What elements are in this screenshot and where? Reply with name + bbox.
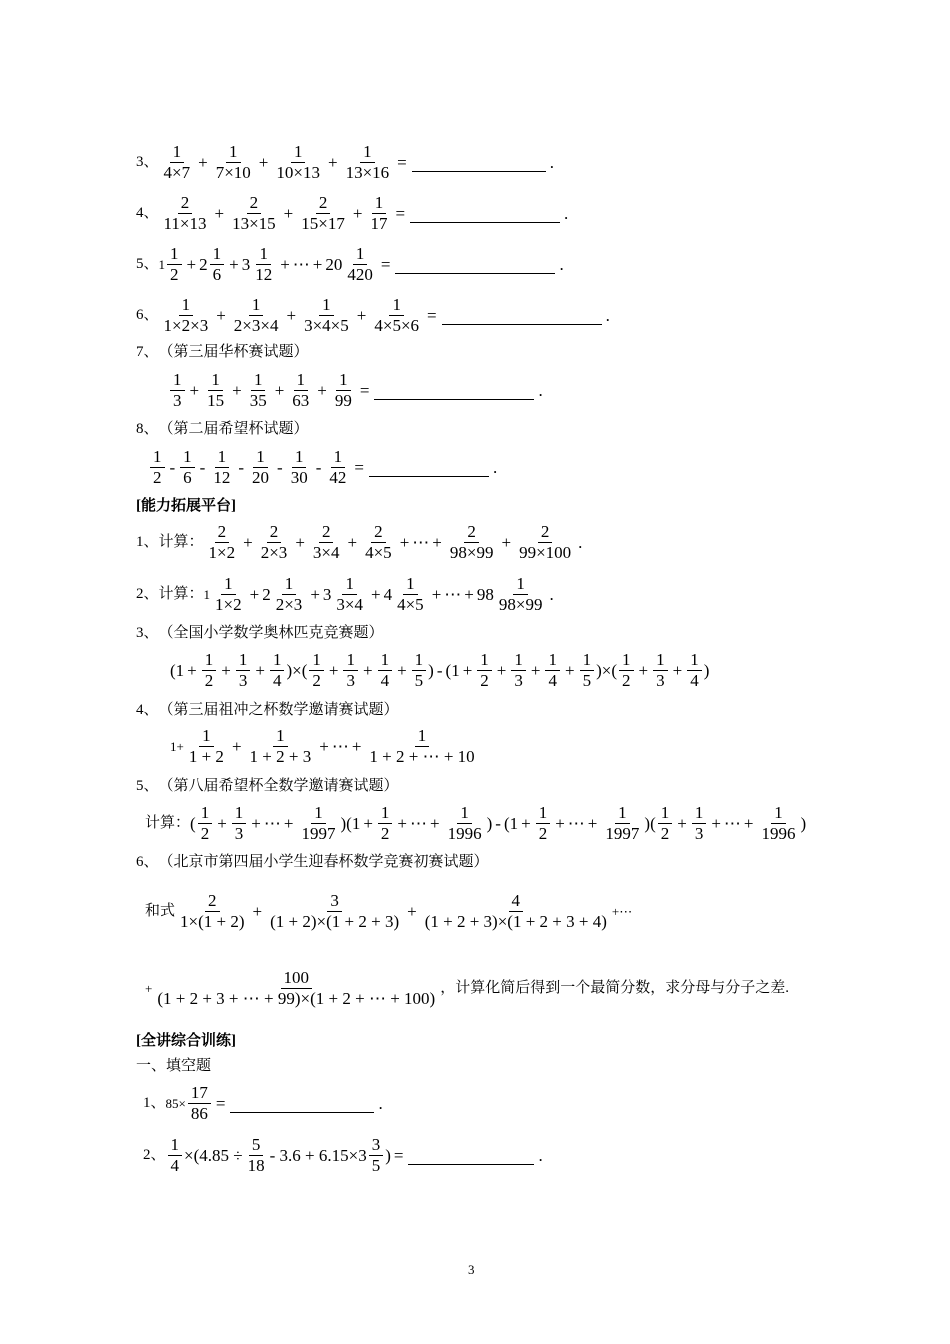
fraction: $\frac{1}{35}$ [249, 370, 267, 410]
subsection-title: 一、填空题 [136, 1058, 212, 1074]
fraction: $\frac{1}{63}$ [292, 370, 310, 410]
fraction: $\frac{1}{3}$ [232, 803, 247, 844]
problem-number: 1、 [143, 1095, 166, 1111]
fraction: $\frac{1}{4}$ [545, 650, 560, 691]
fraction: $\frac{1}{4}$ [378, 650, 393, 691]
problem-7: 1 3 + $\frac{1}{15}$ + $\frac{1}{35}$ + $\frac{1}{63}$ + $\frac{1}{99}$ = . [168, 370, 543, 411]
fraction: $\frac{1}{17}$ [370, 193, 388, 233]
training-2: 2、 $\frac{1}{4}$ ×(4.85 ÷ $\frac{5}{18}$ - 3.6 + 6.15×3 3 5 ) = . [143, 1135, 543, 1175]
answer-blank[interactable] [410, 221, 560, 223]
problem-label: 计算： [145, 815, 191, 831]
ability-5-heading [136, 779, 399, 794]
fraction: $\frac{1}{7\times 10}$ [215, 142, 251, 182]
problem-number: 6、 [136, 854, 159, 870]
problem-number: 1、 [136, 534, 159, 550]
fraction: $\frac{1}{3}$ [343, 650, 358, 691]
fraction: $\frac{1}{3}$ [511, 650, 526, 691]
fraction: $\frac{1}{3\times 4\times 5}$ [304, 295, 349, 335]
fraction: $\frac{1}{3}$ [236, 650, 251, 691]
fraction: $\frac{2}{13\times 15}$ [232, 193, 276, 233]
fraction: $\frac{1}{5}$ [412, 650, 427, 691]
mixed-number: 2 1 2×3 [262, 574, 303, 614]
problem-number: 8、 [136, 421, 159, 437]
fraction: $\frac{1}{1996}$ [761, 803, 796, 843]
fraction: $\frac{17}{86}$ [188, 1083, 211, 1124]
mixed-number: 1 1 2 [159, 244, 184, 285]
fraction: $\frac{1}{4}$ [168, 1135, 183, 1176]
question-text: ，计算化简后得到一个最简分数，求分母与分子之差. [440, 980, 789, 996]
problem-source: （第八届希望杯全数学邀请赛试题） [158, 778, 399, 794]
fraction: $\frac{2}{15\times 17}$ [301, 193, 345, 233]
problem-number: 5、 [136, 778, 159, 794]
problem-number: 3、 [136, 154, 159, 170]
fraction: 3 5 [369, 1135, 384, 1176]
fraction: 1 4×7 [163, 142, 191, 182]
problem-5: 5、 1 1 2 + 2 1 6 + 3 1 12 + ⋯ + 20 1 420 = . [136, 244, 564, 284]
problem-number: 6、 [136, 307, 159, 323]
mixed-number: 2 1 6 [199, 244, 226, 285]
fraction: $\frac{2}{98\times 99}$ [449, 522, 494, 562]
problem-4: 4、 2 11×13 + $\frac{2}{13\times 15}$ + $\frac{2}{15\times 17}$ + $\frac{1}{17}$ = . [136, 193, 569, 233]
problem-7-heading [136, 345, 309, 360]
fraction: $\frac{1}{10\times 13}$ [276, 142, 320, 182]
ability-5: 计算： ( 1 2 + $\frac{1}{3}$ + ⋯ + $\frac{1}{1997}$ ) ( 1 + $\frac{1}{2}$ + ⋯ + $\frac{1}{1996}$ ) - ( 1 + $\frac{1}{2}$ + ⋯ + $\frac{1}{1997}$ ) ( 1 2 + $\frac{1}{3}$ + ⋯ + $\frac{1}{1996}$ ) [145, 803, 807, 843]
fraction: $\frac{2}{4\times 5}$ [365, 522, 392, 562]
problem-source: （第二届希望杯试题） [158, 421, 309, 437]
mixed-number: 98 1 98×99 [476, 574, 543, 614]
section-title: [能力拓展平台] [136, 498, 236, 514]
fraction: $\frac{1}{1 + 2 + \cdots + 10}$ [369, 726, 475, 766]
page-number: 3 [468, 1262, 475, 1277]
fraction: $\frac{4}{(1 + 2 + 3)\times(1 + 2 + 3 + 4)}$ [424, 891, 607, 931]
problem-number: 3、 [136, 625, 159, 641]
mixed-number: 3 1 12 [241, 244, 273, 284]
fraction: $\frac{1}{42}$ [329, 447, 347, 487]
fraction: 1 2 [198, 803, 213, 844]
problem-source: （全国小学数学奥林匹克竞赛题） [158, 625, 384, 641]
fraction: $\frac{1}{1 + 2}$ [188, 726, 224, 766]
mixed-number: 20 1 420 [325, 244, 373, 284]
fraction: $\frac{2}{99\times 100}$ [519, 522, 572, 562]
fraction: $\frac{1}{99}$ [334, 370, 352, 410]
ability-4: 1+ $\frac{1}{1 + 2}$ + $\frac{1}{1 + 2 + 3}$ + ⋯ + $\frac{1}{1 + 2 + \cdots + 10}$ [170, 726, 480, 767]
ability-3-heading [136, 626, 384, 641]
fraction: $\frac{1}{15}$ [207, 370, 225, 410]
fraction: 1 2 [658, 803, 673, 844]
fraction: $\frac{1}{2\times 3\times 4}$ [233, 295, 279, 335]
fraction: $\frac{1}{2}$ [536, 803, 551, 844]
fraction: $\frac{1}{1997}$ [605, 803, 640, 843]
answer-blank[interactable] [412, 170, 546, 172]
problem-3: 3、 1 4×7 + $\frac{1}{7\times 10}$ + $\frac{1}{10\times 13}$ + $\frac{1}{13\times 16}$ = . [136, 142, 555, 182]
fraction: $\frac{3}{(1 + 2)\times(1 + 2 + 3)}$ [270, 891, 400, 931]
answer-blank[interactable] [408, 1163, 534, 1165]
ability-3: ( 1 + $\frac{1}{2}$ + $\frac{1}{3}$ + $\frac{1}{4}$ ) × ( 1 2 + $\frac{1}{3}$ + $\frac{1}{4}$ + $\frac{1}{5}$ ) - ( 1 + $\frac{1}{2}$ + $\frac{1}{3}$ + $\frac{1}{4}$ + $\frac{1}{5}$ ) × ( 1 2 + $\frac{1}{3}$ + $\frac{1}{4}$ ) [170, 650, 710, 690]
fraction: $\frac{1}{1997}$ [301, 803, 336, 843]
problem-source: （北京市第四届小学生迎春杯数学竞赛初赛试题） [158, 854, 489, 870]
problem-label: 计算： [158, 534, 204, 550]
fraction: 1 6 [180, 447, 195, 488]
fraction: $\frac{1}{1996}$ [447, 803, 482, 843]
problem-number: 2、 [136, 586, 159, 602]
answer-blank[interactable] [395, 272, 555, 274]
fraction: $\frac{100}{(1 + 2 + 3 + \cdots + 99)\times(1 + 2 + \cdots + 100)}$ [157, 968, 436, 1008]
fraction: $\frac{1}{2}$ [202, 650, 217, 691]
fraction: 1 1×2×3 [163, 295, 209, 335]
ability-6-heading [136, 855, 489, 870]
fraction: 1 3 [170, 370, 185, 411]
answer-blank[interactable] [369, 475, 489, 477]
fraction: 1 12 [213, 447, 231, 487]
answer-blank[interactable] [374, 398, 534, 400]
problem-6: 6、 1 1×2×3 + $\frac{1}{2\times 3\times 4}$ + $\frac{1}{3\times 4\times 5}$ + $\frac{1}{4\times 5\times 6}$ = . [136, 295, 610, 335]
fraction: 2 1×2 [208, 522, 236, 562]
fraction: 1 2 [619, 650, 634, 691]
training-1: 1、 85× $\frac{17}{86}$ = . [143, 1083, 383, 1123]
ability-4-heading [136, 703, 399, 718]
mixed-number: 1 1 1×2 [203, 574, 242, 614]
problem-number: 7、 [136, 344, 159, 360]
problem-label: 计算： [158, 586, 204, 602]
mixed-number: 4 1 4×5 [383, 574, 424, 614]
fraction: 1 20 [252, 447, 270, 487]
fraction: $\frac{2}{3\times 4}$ [312, 522, 340, 562]
problem-number: 4、 [136, 205, 159, 221]
ability-6-line1: 和式 2 1×(1 + 2) + $\frac{3}{(1 + 2)\times(1 + 2 + 3)}$ + $\frac{4}{(1 + 2 + 3)\times(1 + 2 + 3 + 4)}$ +⋯ [145, 891, 633, 931]
section-title: [全讲综合训练] [136, 1033, 236, 1049]
fraction: $\frac{1}{3}$ [692, 803, 707, 844]
answer-blank[interactable] [442, 323, 602, 325]
fraction: $\frac{2}{2\times 3}$ [260, 522, 288, 562]
ability-2: 2、 计算： 1 1 1×2 + 2 1 2×3 + 3 1 3×4 + 4 1 4×5 + ⋯ + 98 1 98×99 . [136, 574, 554, 614]
fraction: $\frac{1}{13\times 16}$ [345, 142, 390, 182]
fraction: 1 2 [150, 447, 165, 488]
fraction: $\frac{5}{18}$ [247, 1135, 265, 1175]
fraction: 1 2 [309, 650, 324, 691]
fraction: 2 11×13 [163, 193, 207, 233]
problem-source: （第三届华杯赛试题） [158, 344, 309, 360]
problem-8: 1 2 - 1 6 - 1 12 - 1 20 - 1 30 - $\frac{1}{42}$ = . [148, 447, 497, 488]
mixed-number: 3 1 3×4 [322, 574, 363, 614]
answer-blank[interactable] [230, 1111, 374, 1113]
fraction: $\frac{1}{1 + 2 + 3}$ [249, 726, 312, 766]
problem-number: 5、 [136, 256, 159, 272]
fraction: $\frac{1}{4}$ [270, 650, 285, 691]
problem-number: 2、 [143, 1147, 166, 1163]
fraction: 2 1×(1 + 2) [180, 891, 245, 931]
problem-number: 4、 [136, 702, 159, 718]
problem-source: （第三届祖冲之杯数学邀请赛试题） [158, 702, 399, 718]
fraction: 1 30 [290, 447, 308, 487]
fraction: $\frac{1}{3}$ [653, 650, 668, 691]
fraction: $\frac{1}{2}$ [378, 803, 393, 844]
ability-1: 1、 计算： 2 1×2 + $\frac{2}{2\times 3}$ + $\frac{2}{3\times 4}$ + $\frac{2}{4\times 5}$ + ⋯ + $\frac{2}{98\times 99}$ + $\frac{2}{99\times 100}$ . [136, 522, 583, 562]
problem-8-heading [136, 422, 309, 437]
fraction: $\frac{1}{5}$ [580, 650, 595, 691]
fraction: $\frac{1}{4\times 5\times 6}$ [374, 295, 420, 335]
ability-6-line2: + $\frac{100}{(1 + 2 + 3 + \cdots + 99)\times(1 + 2 + \cdots + 100)}$ ，计算化简后得到一个最简分数，求分母与分子之差. [145, 968, 789, 1008]
fraction: $\frac{1}{4}$ [687, 650, 702, 691]
fraction: $\frac{1}{2}$ [477, 650, 492, 691]
